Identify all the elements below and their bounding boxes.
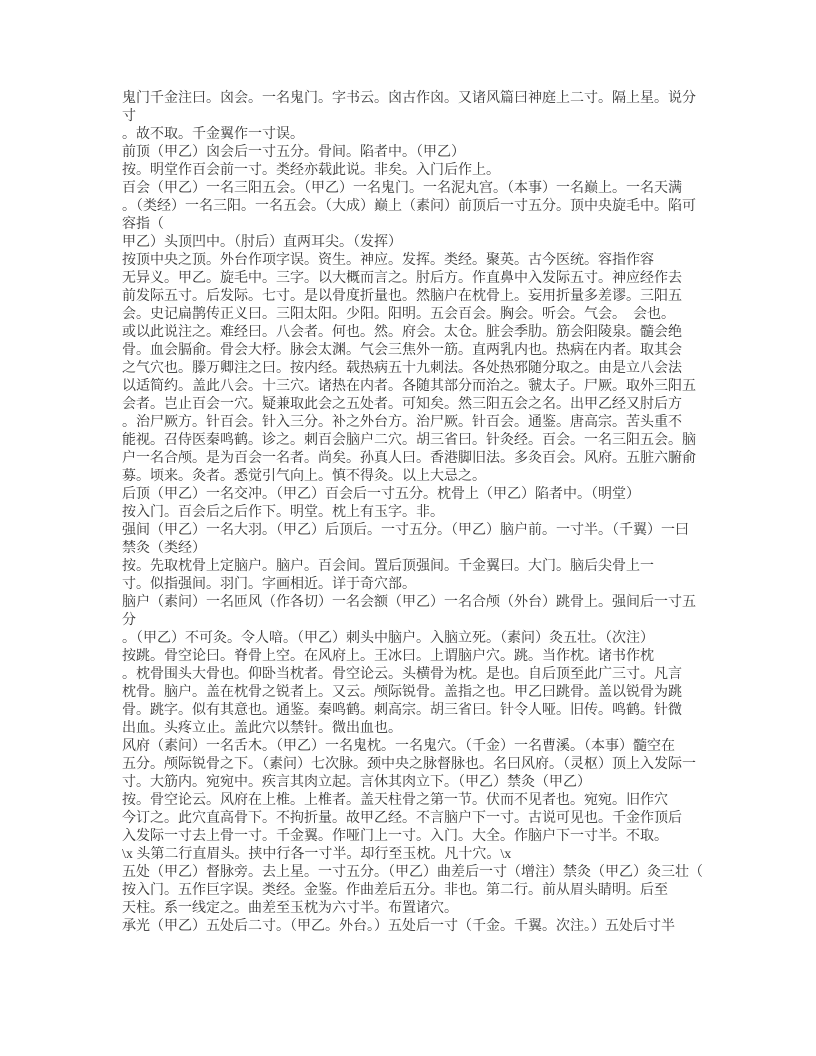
- text-line: 无异义。甲乙。旋毛中。三字。以大概而言之。肘后方。作直鼻中入发际五寸。神应经作去: [122, 271, 682, 286]
- text-line: 按。明堂作百会前一寸。类经亦载此说。非矣。入门后作上。: [122, 163, 500, 178]
- text-line: 脑户（素问）一名匝风（作各切）一名会额（甲乙）一名合颅（外台）跳骨上。强间后一寸五: [122, 595, 696, 610]
- text-line: 入发际一寸去上骨一寸。千金翼。作哑门上一寸。入门。大全。作脑户下一寸半。不取。: [122, 829, 668, 844]
- text-line: 前发际五寸。后发际。七寸。是以骨度折量也。然脑户在枕骨上。妄用折量多差谬。三阳五: [122, 289, 682, 304]
- text-line: 风府（素问）一名舌木。（甲乙）一名鬼枕。一名鬼穴。（千金）一名曹溪。（本事）髓空在: [122, 739, 675, 754]
- text-line: 今订之。此穴直高骨下。不拘折量。故甲乙经。不言脑户下一寸。古说可见也。千金作顶后: [122, 811, 682, 826]
- text-line: 枕骨。脑户。盖在枕骨之锐者上。又云。颅际锐骨。盖指之也。甲乙曰跳骨。盖以锐骨为跳: [122, 685, 682, 700]
- text-line: 会者。岂止百会一穴。疑兼取此会之五处者。可知矣。然三阳五会之名。出甲乙经又肘后方: [122, 397, 682, 412]
- text-line: 前顶（甲乙）囟会后一寸五分。骨间。陷者中。（甲乙）: [122, 145, 465, 160]
- text-line: 募。顷来。灸者。悉觉引气向上。慎不得灸。以上大忌之。: [122, 469, 486, 484]
- text-line: 骨。血会膈俞。骨会大杼。脉会太渊。气会三焦外一筋。直两乳内也。热病在内者。取其会: [122, 343, 682, 358]
- text-line: 后顶（甲乙）一名交冲。（甲乙）百会后一寸五分。枕骨上（甲乙）陷者中。（明堂）: [122, 487, 640, 502]
- text-line: 五分。颅际锐骨之下。（素问）七次脉。颈中央之脉督脉也。名曰风府。（灵枢）顶上入发际一: [122, 757, 696, 772]
- text-line: 五处（甲乙）督脉旁。去上星。一寸五分。（甲乙）曲差后一寸（增注）禁灸（甲乙）灸三壮（: [122, 865, 703, 880]
- text-line: 按。先取枕骨上定脑户。脑户。百会间。置后顶强间。千金翼曰。大门。脑后尖骨上一: [122, 559, 654, 574]
- text-line: 分: [122, 613, 136, 628]
- text-line: 按入门。五作巨字误。类经。金鉴。作曲差后五分。非也。第二行。前从眉头睛明。后至: [122, 883, 668, 898]
- text-line: 按入门。百会后之后作下。明堂。枕上有玉字。非。: [122, 505, 444, 520]
- text-line: 能视。召侍医秦鸣鹤。诊之。刺百会脑户二穴。胡三省曰。针灸经。百会。一名三阳五会。脑: [122, 433, 696, 448]
- text-line: 寸。大筋内。宛宛中。疾言其肉立起。言休其肉立下。（甲乙）禁灸（甲乙）: [122, 775, 591, 790]
- text-line: 。故不取。千金翼作一寸误。: [122, 127, 304, 142]
- text-line: 按跳。骨空论曰。脊骨上空。在风府上。王冰曰。上谓脑户穴。跳。当作枕。诸书作枕: [122, 649, 654, 664]
- text-line: 寸。似指强间。羽门。字画相近。详于奇穴部。: [122, 577, 416, 592]
- document-text-block: [122, 90, 728, 936]
- text-line: 户一名合颅。是为百会一名者。尚矣。孙真人曰。香港脚旧法。多灸百会。风府。五脏六腑俞: [122, 451, 696, 466]
- text-line: 禁灸（类经）: [122, 541, 206, 556]
- text-line: 。枕骨围头大骨也。仰卧当枕者。骨空论云。头横骨为枕。是也。自后顶至此广三寸。凡言: [122, 667, 682, 682]
- text-line: 出血。头疼立止。盖此穴以禁针。微出血也。: [122, 721, 402, 736]
- text-line: 容指（: [122, 217, 164, 232]
- text-line: 或以此说注之。难经曰。八会者。何也。然。府会。太仓。脏会季肋。筋会阳陵泉。髓会绝: [122, 325, 682, 340]
- text-line: 之气穴也。滕万卿注之曰。按内经。载热病五十九刺法。各处热邪随分取之。由是立八会法: [122, 361, 682, 376]
- text-line: 。（类经）一名三阳。一名五会。（大成）巅上（素问）前顶后一寸五分。顶中央旋毛中。陷可: [122, 199, 696, 214]
- text-line: 骨。跳字。似有其意也。通鉴。秦鸣鹤。刺高宗。胡三省曰。针令人哑。旧传。鸣鹤。针微: [122, 703, 682, 718]
- text-line: 以适简约。盖此八会。十三穴。诸热在内者。各随其部分而治之。虢太子。尸厥。取外三阳五: [122, 379, 696, 394]
- text-line: 承光（甲乙）五处后二寸。（甲乙。外台。）五处后一寸（千金。千翼。次注。）五处后寸半: [122, 919, 675, 934]
- text-line: 强间（甲乙）一名大羽。（甲乙）后顶后。一寸五分。（甲乙）脑户前。一寸半。（千翼）一曰: [122, 523, 689, 538]
- text-line: 鬼门千金注曰。囟会。一名鬼门。字书云。囟古作囟。又诸风篇曰神庭上二寸。隔上星。说分: [122, 91, 696, 106]
- text-line: \x 头第二行直眉头。挟中行各一寸半。却行至玉枕。凡十穴。\x: [122, 847, 512, 862]
- text-line: 。（甲乙）不可灸。令人喑。（甲乙）刺头中脑户。入脑立死。（素问）灸五壮。（次注）: [122, 631, 654, 646]
- text-line: 会。史记扁鹊传正义曰。三阳太阳。少阳。阳明。五会百会。胸会。听会。气会。 会也。: [122, 307, 675, 322]
- text-line: 。治尸厥方。针百会。针入三分。补之外台方。治尸厥。针百会。通鉴。唐高宗。苦头重不: [122, 415, 682, 430]
- text-line: 百会（甲乙）一名三阳五会。（甲乙）一名鬼门。一名泥丸宫。（本事）一名巅上。一名天满: [122, 181, 682, 196]
- text-line: 按。骨空论云。风府在上椎。上椎者。盖天柱骨之第一节。伏而不见者也。宛宛。旧作穴: [122, 793, 668, 808]
- text-line: 天柱。系一线定之。曲差至玉枕为六寸半。布置诸穴。: [122, 901, 458, 916]
- text-line: 按顶中央之顶。外台作项字误。资生。神应。发挥。类经。聚英。古今医统。容指作容: [122, 253, 654, 268]
- text-line: 寸: [122, 109, 136, 124]
- text-line: 甲乙）头顶凹中。（肘后）直两耳尖。（发挥）: [122, 235, 402, 250]
